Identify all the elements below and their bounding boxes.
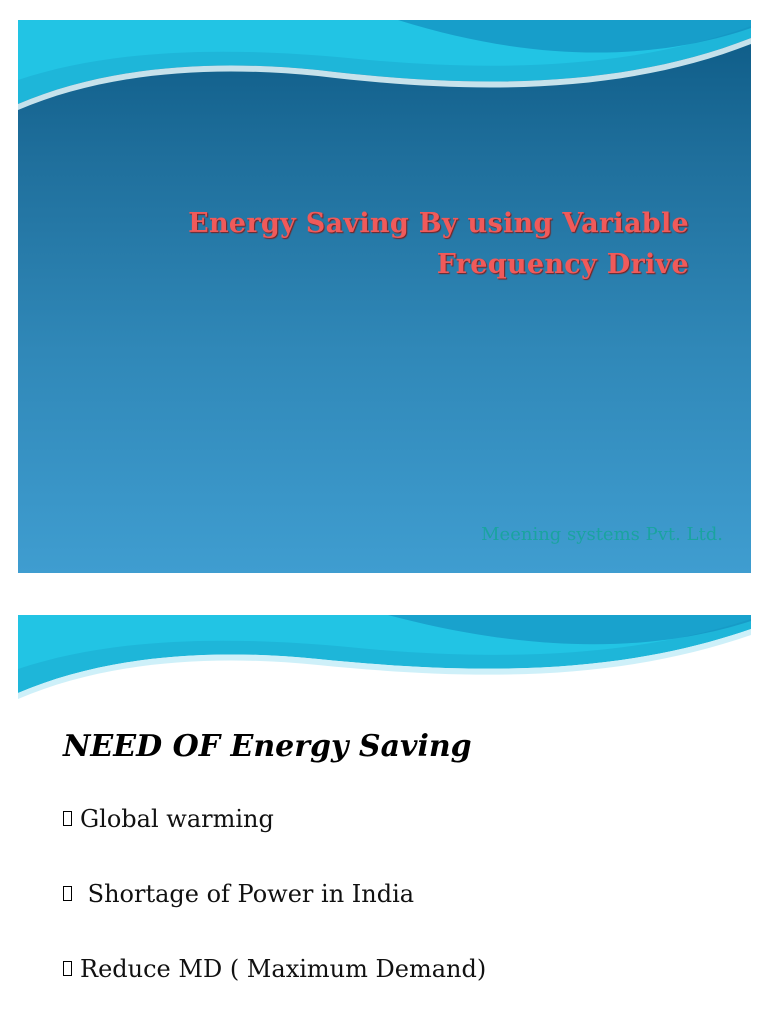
slide-heading: NEED OF Energy Saving [63, 729, 472, 764]
bullet-box-icon [63, 961, 72, 976]
list-item [63, 805, 486, 880]
slide-title [188, 203, 689, 285]
bullet-box-icon [63, 811, 72, 826]
company-name: Meening systems Pvt. Ltd. [481, 524, 723, 545]
bullet-text: Shortage of Power in India [80, 880, 415, 908]
list-item [63, 955, 486, 1024]
bullet-text: Global warming [80, 805, 274, 833]
slide-title-line-1: Energy Saving By using Variable [188, 208, 689, 239]
bullet-list [63, 805, 486, 1024]
bullet-box-icon [63, 886, 72, 901]
title-slide [18, 20, 751, 573]
slide-title-line-2: Frequency Drive [436, 249, 689, 280]
wave-decoration [18, 615, 751, 705]
wave-decoration [18, 20, 751, 120]
list-item [63, 880, 486, 955]
content-slide [18, 615, 751, 1024]
bullet-text: Reduce MD ( Maximum Demand) [80, 955, 487, 983]
